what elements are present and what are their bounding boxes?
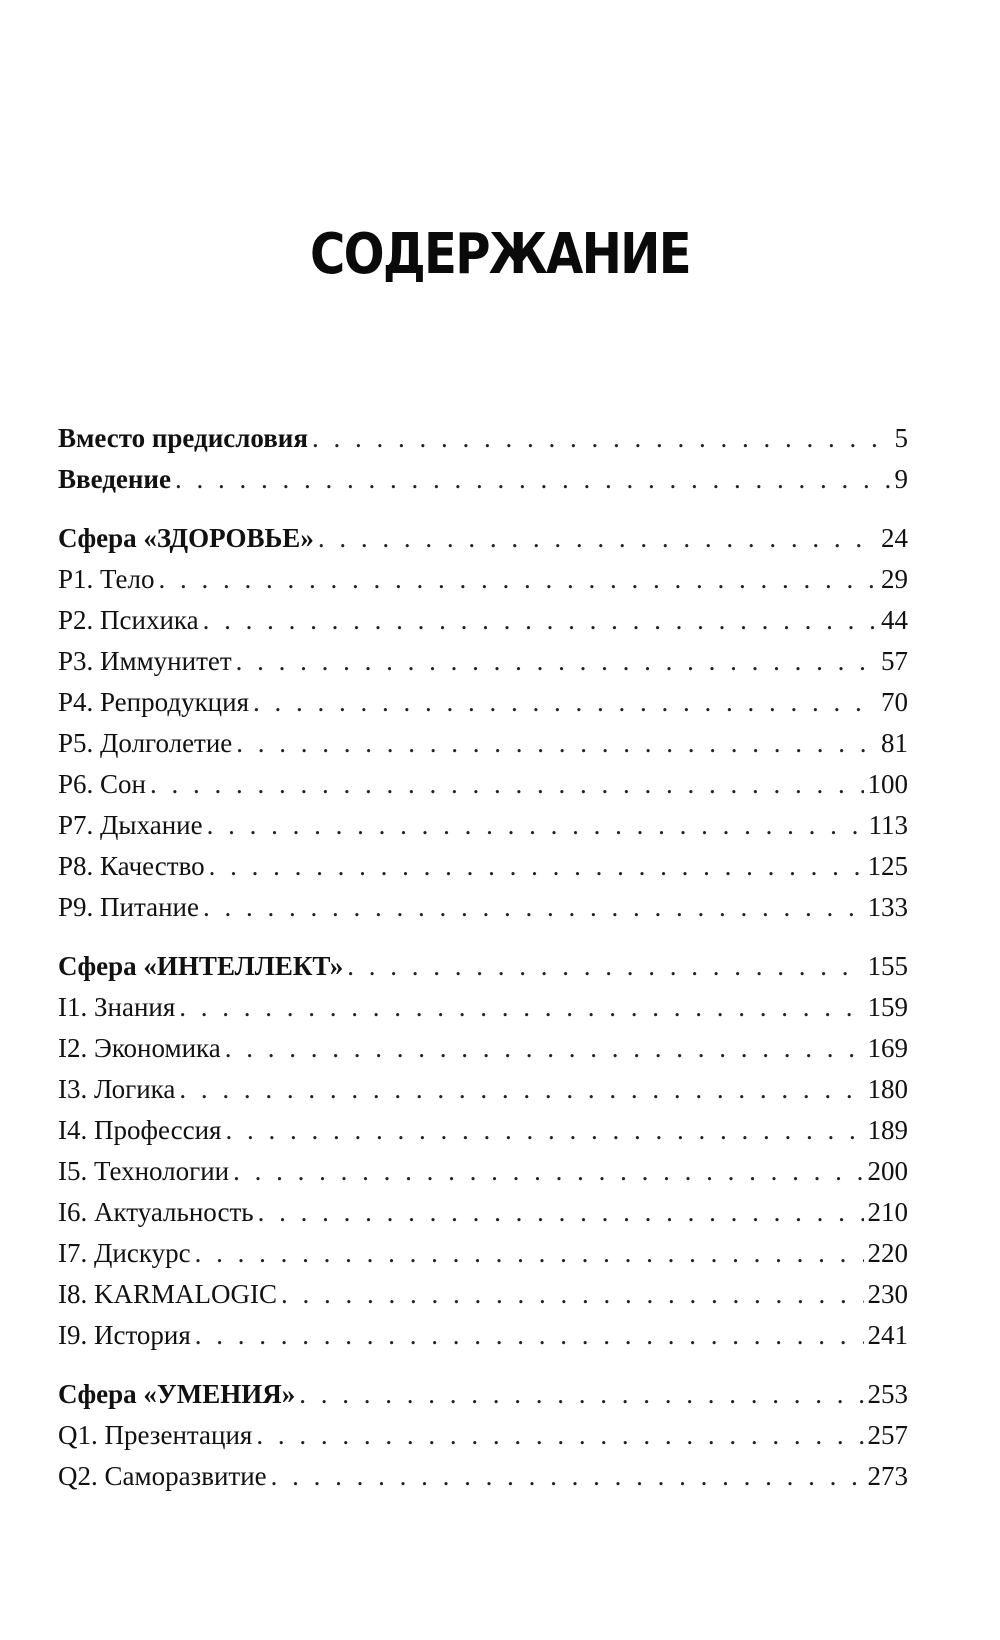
leader-dots [258, 1192, 864, 1233]
leader-dots [209, 846, 864, 887]
toc-entry-page: 257 [867, 1420, 908, 1450]
toc-entry[interactable] [58, 1274, 908, 1315]
toc-entry-label: P5. Долголетие [58, 728, 233, 758]
toc-entry[interactable] [58, 1315, 908, 1356]
toc-entry[interactable] [58, 459, 908, 500]
leader-dots [236, 723, 877, 764]
toc-entry-label: P8. Качество [58, 851, 205, 881]
toc-entry-page: 29 [881, 564, 908, 594]
toc-entry[interactable] [58, 1110, 908, 1151]
toc-entry[interactable] [58, 1415, 908, 1456]
toc-entry-label: I5. Технологии [58, 1156, 230, 1186]
leader-dots [299, 1374, 863, 1415]
toc-entry[interactable] [58, 764, 908, 805]
leader-dots [179, 1069, 863, 1110]
leader-dots [225, 1028, 864, 1069]
leader-dots [195, 1233, 864, 1274]
toc-section-header[interactable] [58, 518, 908, 559]
toc-entry-page: 57 [881, 646, 908, 676]
toc-entry-label: P3. Иммунитет [58, 646, 232, 676]
leader-dots [281, 1274, 864, 1315]
toc-entry-label: Q1. Презентация [58, 1420, 253, 1450]
toc-entry[interactable] [58, 418, 908, 459]
toc-entry[interactable] [58, 559, 908, 600]
toc-entry-label: P9. Питание [58, 892, 199, 922]
leader-dots [150, 764, 864, 805]
leader-dots [271, 1456, 864, 1497]
leader-dots [236, 641, 877, 682]
toc-entry-page: 100 [867, 769, 908, 799]
toc-entry-page: 200 [867, 1156, 908, 1186]
toc-entry-label: I7. Дискурс [58, 1238, 191, 1268]
toc-entry-page: 155 [867, 951, 908, 981]
toc-entry-page: 5 [894, 423, 908, 453]
toc-section-header[interactable] [58, 946, 908, 987]
toc-entry-label: Сфера «ИНТЕЛЛЕКТ» [58, 951, 344, 981]
toc-entry-label: Сфера «ЗДОРОВЬЕ» [58, 523, 314, 553]
toc-entry[interactable] [58, 1151, 908, 1192]
toc-entry-page: 133 [867, 892, 908, 922]
toc-entry-page: 241 [867, 1320, 908, 1350]
leader-dots [207, 805, 865, 846]
toc-entry-label: I1. Знания [58, 992, 176, 1022]
toc-entry[interactable] [58, 805, 908, 846]
toc-entry-page: 210 [867, 1197, 908, 1227]
toc-entry-label: Q2. Саморазвитие [58, 1461, 267, 1491]
toc-entry-label: I2. Экономика [58, 1033, 221, 1063]
toc-entry-page: 180 [867, 1074, 908, 1104]
toc-entry-page: 44 [881, 605, 908, 635]
toc-entry-page: 253 [867, 1379, 908, 1409]
toc-entry[interactable] [58, 987, 908, 1028]
toc-entry-label: Введение [58, 464, 171, 494]
toc-entry-page: 81 [881, 728, 908, 758]
leader-dots [158, 559, 877, 600]
toc-entry[interactable] [58, 846, 908, 887]
toc-entry[interactable] [58, 1069, 908, 1110]
toc-entry[interactable] [58, 682, 908, 723]
leader-dots [175, 459, 891, 500]
toc-entry-page: 220 [867, 1238, 908, 1268]
toc-entry[interactable] [58, 641, 908, 682]
toc-entry[interactable] [58, 1028, 908, 1069]
toc-entry-label: P7. Дыхание [58, 810, 203, 840]
toc-entry-label: I6. Актуальность [58, 1197, 254, 1227]
toc-entry[interactable] [58, 600, 908, 641]
toc-entry-label: P6. Сон [58, 769, 146, 799]
leader-dots [253, 682, 877, 723]
toc-entry-label: P4. Репродукция [58, 687, 250, 717]
toc-entry-page: 113 [868, 810, 908, 840]
toc-entry-label: Сфера «УМЕНИЯ» [58, 1379, 296, 1409]
toc-entry-page: 273 [867, 1461, 908, 1491]
leader-dots [203, 887, 864, 928]
page-title: СОДЕРЖАНИЕ [310, 222, 690, 287]
toc-entry-page: 169 [867, 1033, 908, 1063]
leader-dots [195, 1315, 864, 1356]
toc-entry[interactable] [58, 723, 908, 764]
toc-entry-page: 189 [867, 1115, 908, 1145]
toc-entry-label: P2. Психика [58, 605, 199, 635]
toc-entry-label: Вместо предисловия [58, 423, 308, 453]
leader-dots [318, 518, 877, 559]
toc-entry-page: 159 [867, 992, 908, 1022]
leader-dots [179, 987, 863, 1028]
toc-entry[interactable] [58, 1192, 908, 1233]
leader-dots [256, 1415, 863, 1456]
toc-entry-label: I3. Логика [58, 1074, 176, 1104]
toc-entry[interactable] [58, 1456, 908, 1497]
leader-dots [347, 946, 863, 987]
leader-dots [233, 1151, 863, 1192]
toc-entry-page: 230 [867, 1279, 908, 1309]
toc-entry-label: I4. Профессия [58, 1115, 222, 1145]
toc-entry-label: P1. Тело [58, 564, 155, 594]
toc-entry-page: 125 [867, 851, 908, 881]
toc-entry-label: I9. История [58, 1320, 191, 1350]
leader-dots [312, 418, 891, 459]
toc-entry-page: 24 [881, 523, 908, 553]
leader-dots [203, 600, 877, 641]
leader-dots [225, 1110, 863, 1151]
toc-section-header[interactable] [58, 1374, 908, 1415]
toc-entry[interactable] [58, 887, 908, 928]
toc-entry-page: 70 [881, 687, 908, 717]
toc-entry-label: I8. KARMALOGIC [58, 1279, 277, 1309]
toc-entry-page: 9 [894, 464, 908, 494]
toc-entry[interactable] [58, 1233, 908, 1274]
table-of-contents [58, 418, 908, 1497]
